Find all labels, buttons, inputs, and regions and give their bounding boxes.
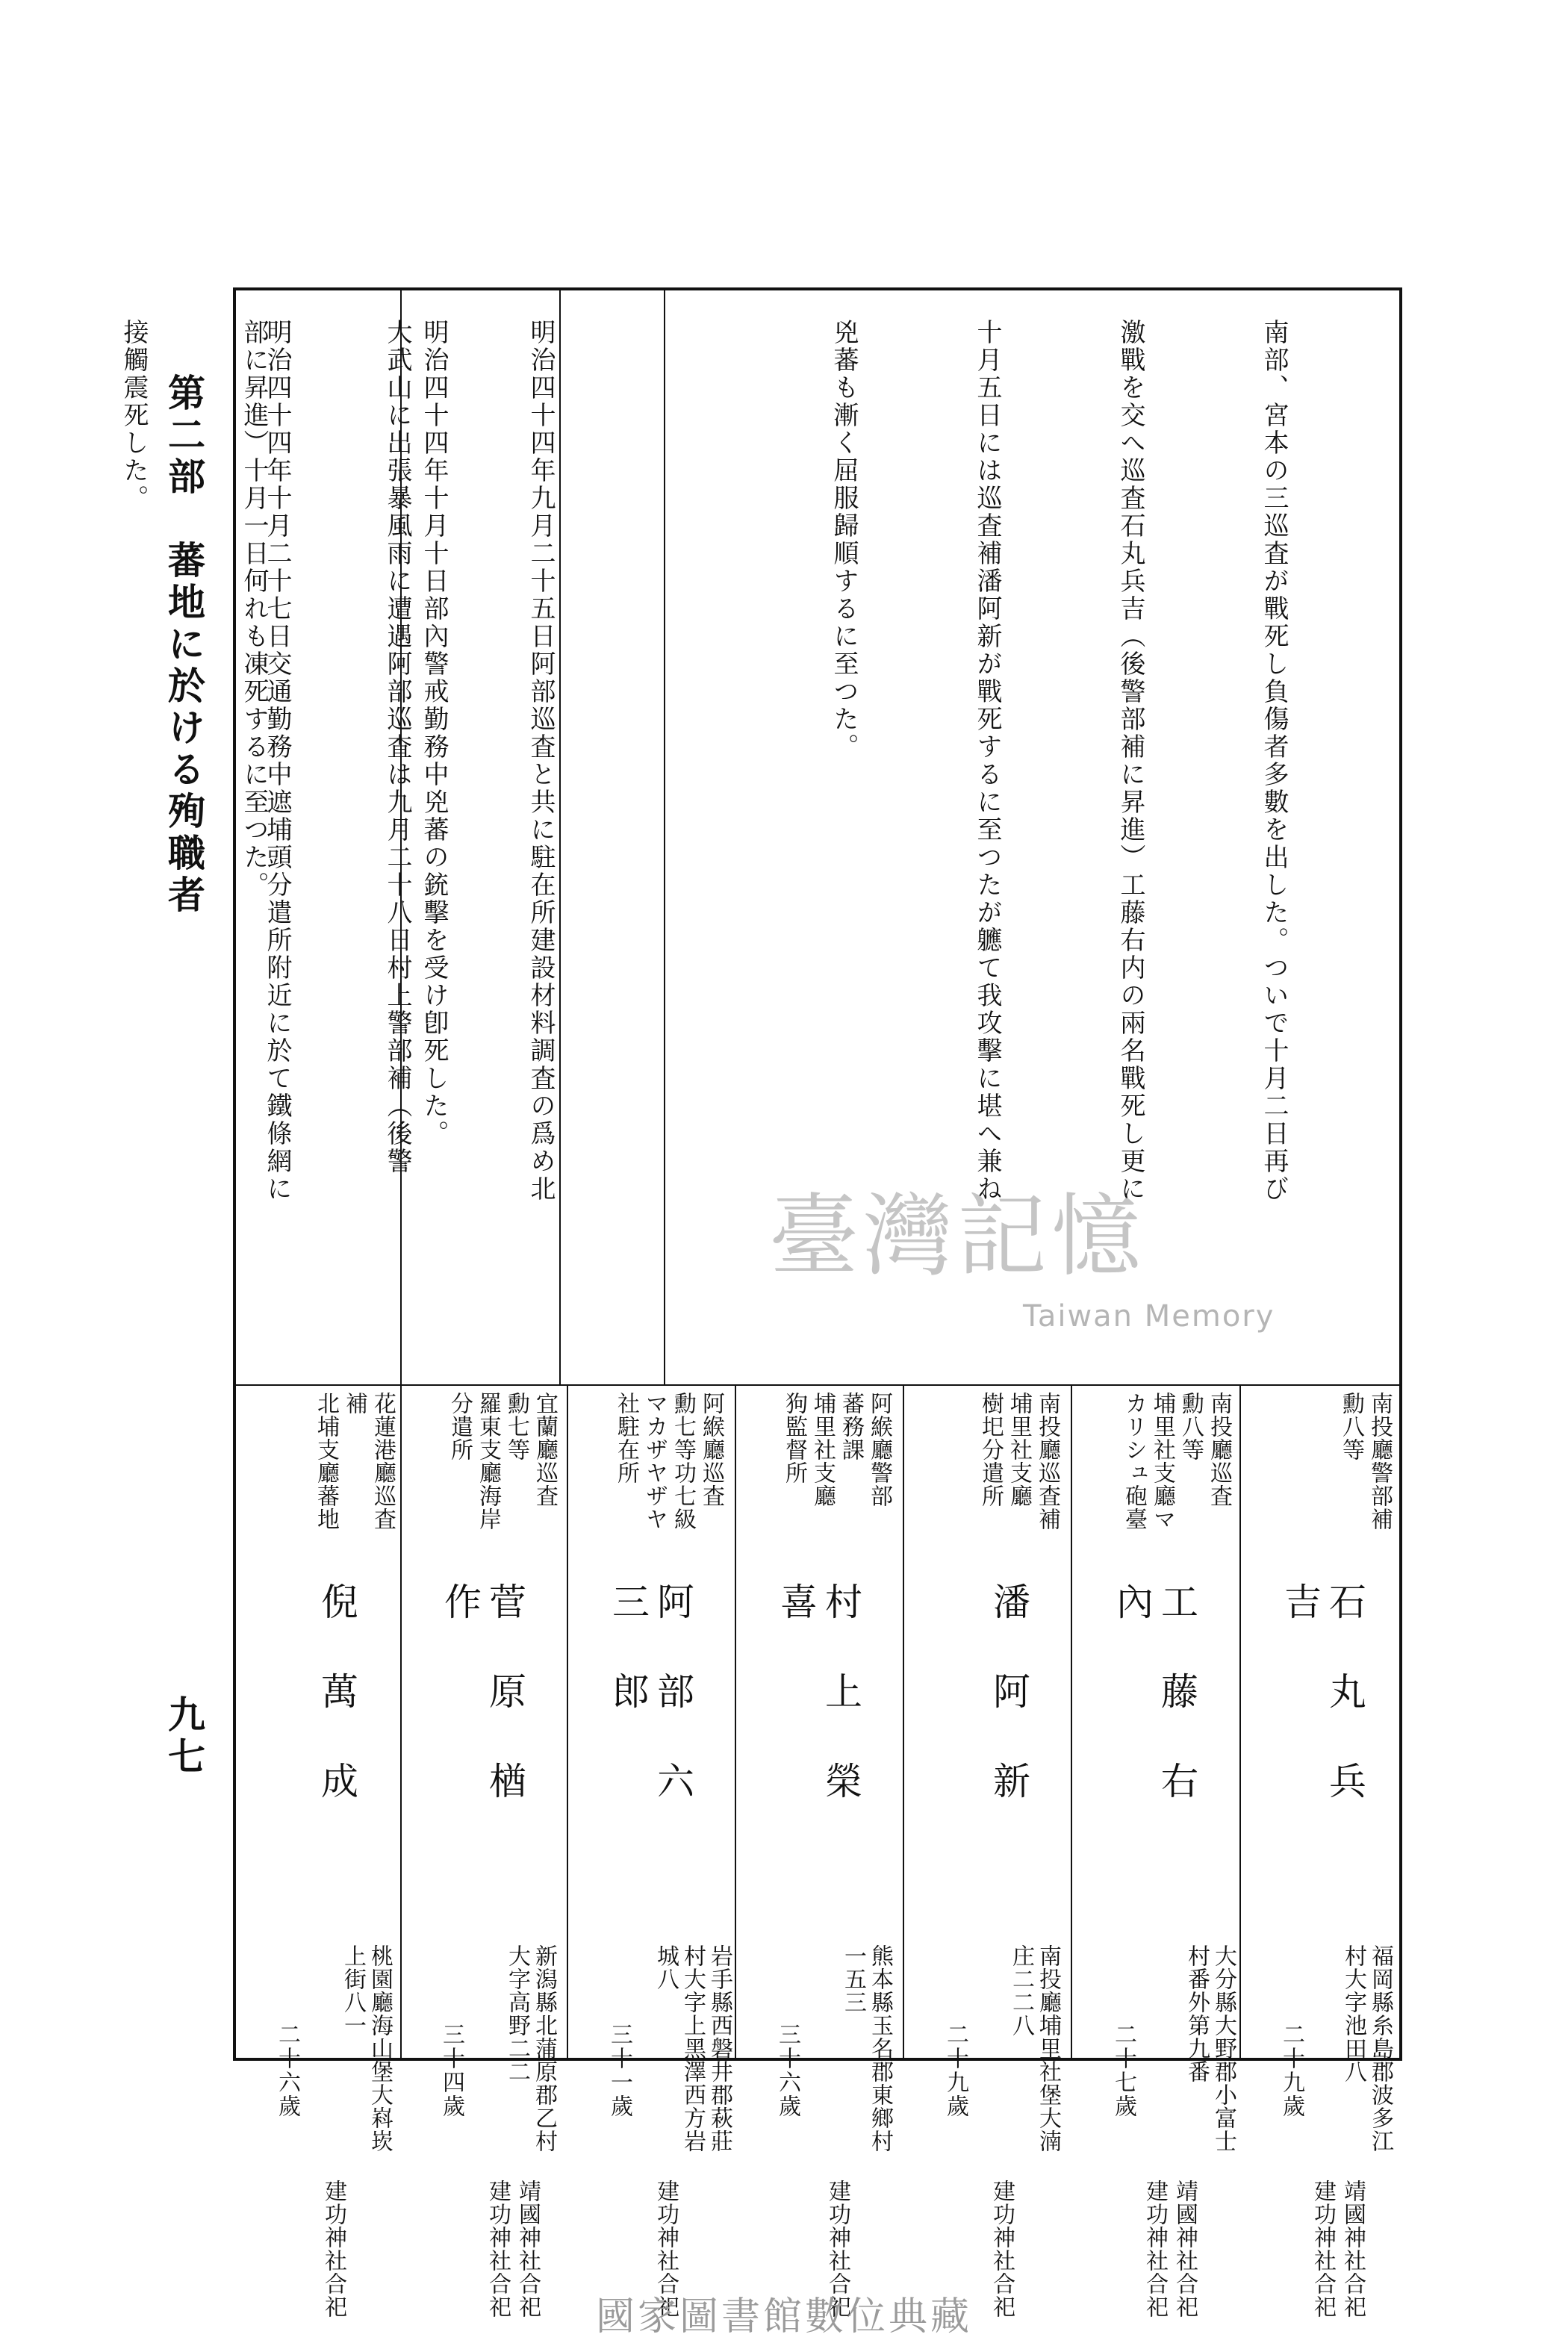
record-shrine: 建功神社合祀 (653, 2180, 679, 2318)
narrative-divider (664, 290, 665, 1384)
watermark-logo: 臺灣記憶 (769, 1185, 1145, 1289)
record-dept: 阿緱廳巡査 勳七等功七級 マカザヤザヤ 社駐在所 (613, 1392, 724, 1531)
record-shrine: 建功神社合祀 (320, 2180, 346, 2318)
record-name: 石丸兵吉 (1278, 1582, 1366, 1851)
record-name: 村上榮喜 (774, 1582, 862, 1851)
record-dept: 宜蘭廳巡査 勳七等 羅東支廳海岸 分遣所 (447, 1392, 558, 1531)
record-address: 南投廳埔里社堡大湳 庄二二八 (1008, 1944, 1061, 2153)
record-shrine: 靖國神社合祀 建功神社合祀 (1142, 2180, 1198, 2318)
record-age: 二十七歲 (1110, 2023, 1136, 2118)
page-number: 九七 (162, 1695, 206, 1779)
record-age: 三十四歲 (438, 2023, 464, 2118)
section-divider (236, 1384, 1399, 1386)
running-head: 第二部 蕃地に於ける殉職者 (162, 373, 206, 917)
record-name: 阿部六三郎 (606, 1582, 694, 1851)
record-name: 工藤右內 (1110, 1582, 1198, 1851)
record-address: 大分縣大野郡小富士 村番外第九番 (1183, 1944, 1236, 2153)
record-age: 二十九歲 (942, 2023, 968, 2118)
record-divider (1239, 1384, 1241, 2061)
narrative-sugawara (408, 319, 553, 1379)
narrative-line: 接觸震死した。 (119, 319, 149, 512)
record-divider (400, 1384, 402, 2061)
record-dept: 阿緱廳警部 蕃務課 埔里社支廳 狗監督所 (781, 1392, 892, 1508)
record-address: 熊本縣玉名郡東鄉村 一五三 (840, 1944, 893, 2153)
record-age: 三十六歲 (774, 2023, 800, 2118)
record-address: 新潟縣北蒲原郡乙村 大字高野二二 (504, 1944, 557, 2153)
watermark-subtitle: Taiwan Memory (1023, 1299, 1275, 1334)
footer-credit: 國家圖書館數位典藏 (595, 2295, 972, 2339)
narrative-line: 明治四十四年十月十日部內警戒勤務中兇蕃の銃擊を受け卽死した。 (419, 319, 449, 1148)
record-shrine: 靖國神社合祀 建功神社合祀 (485, 2180, 541, 2318)
record-divider (567, 1384, 568, 2061)
narrative-line: 十月五日には巡査補潘阿新が戰死するに至つたが軈て我攻擊に堪へ兼ね (972, 319, 1002, 1203)
narrative-line: 兇蕃も漸く屈服歸順するに至つた。 (829, 319, 859, 761)
record-address: 桃園廳海山堡大嵙崁 上街八一 (340, 1944, 393, 2153)
record-address: 福岡縣糸島郡波多江 村大字池田八 (1340, 1944, 1393, 2153)
record-dept: 南投廳巡査 勳八等 埔里社支廳マ カリシュ砲臺 (1121, 1392, 1232, 1531)
record-divider (735, 1384, 736, 2061)
record-name: 倪萬成 (315, 1582, 358, 1851)
record-age: 二十九歲 (1278, 2023, 1304, 2118)
record-divider (903, 1384, 904, 2061)
record-dept: 南投廳巡査補 埔里社支廳 樹圯分遣所 (977, 1392, 1060, 1531)
narrative-line: 大武山に出張暴風雨に遭遇阿部巡査は九月二十八日村上警部補（後警 (382, 319, 412, 1175)
record-shrine: 建功神社合祀 (989, 2180, 1015, 2318)
narrative-line: 部に昇進）十月一日何れも凍死するに至つた。 (239, 319, 269, 899)
record-address: 岩手縣西磐井郡萩莊 村大字上黑澤西方岩 城八 (653, 1944, 732, 2153)
narrative-line: 激戰を交へ巡査石丸兵吉（後警部補に昇進）工藤右内の兩名戰死し更に (1116, 319, 1145, 1203)
narrative-line: 明治四十四年十月二十七日交通勤務中遮埔頭分遣所附近に於て鐵條網に (262, 319, 292, 1203)
record-name: 菅原楢作 (438, 1582, 526, 1851)
narrative-line: 明治四十四年九月二十五日阿部巡査と共に駐在所建設材料調査の爲め北 (526, 319, 556, 1203)
record-shrine: 靖國神社合祀 建功神社合祀 (1310, 2180, 1366, 2318)
record-name: 潘阿新 (987, 1582, 1030, 1851)
record-shrine: 建功神社合祀 (824, 2180, 850, 2318)
narrative-line: 南部、宮本の三巡査が戰死し負傷者多數を出した。ついで十月二日再び (1259, 319, 1289, 1203)
record-divider (1071, 1384, 1072, 2061)
record-dept: 南投廳警部補 勳八等 (1338, 1392, 1393, 1531)
record-dept: 花蓮港廳巡査 補 北埔支廳蕃地 (313, 1392, 396, 1531)
record-age: 三十一歲 (606, 2023, 632, 2118)
record-age: 二十六歲 (274, 2023, 300, 2118)
